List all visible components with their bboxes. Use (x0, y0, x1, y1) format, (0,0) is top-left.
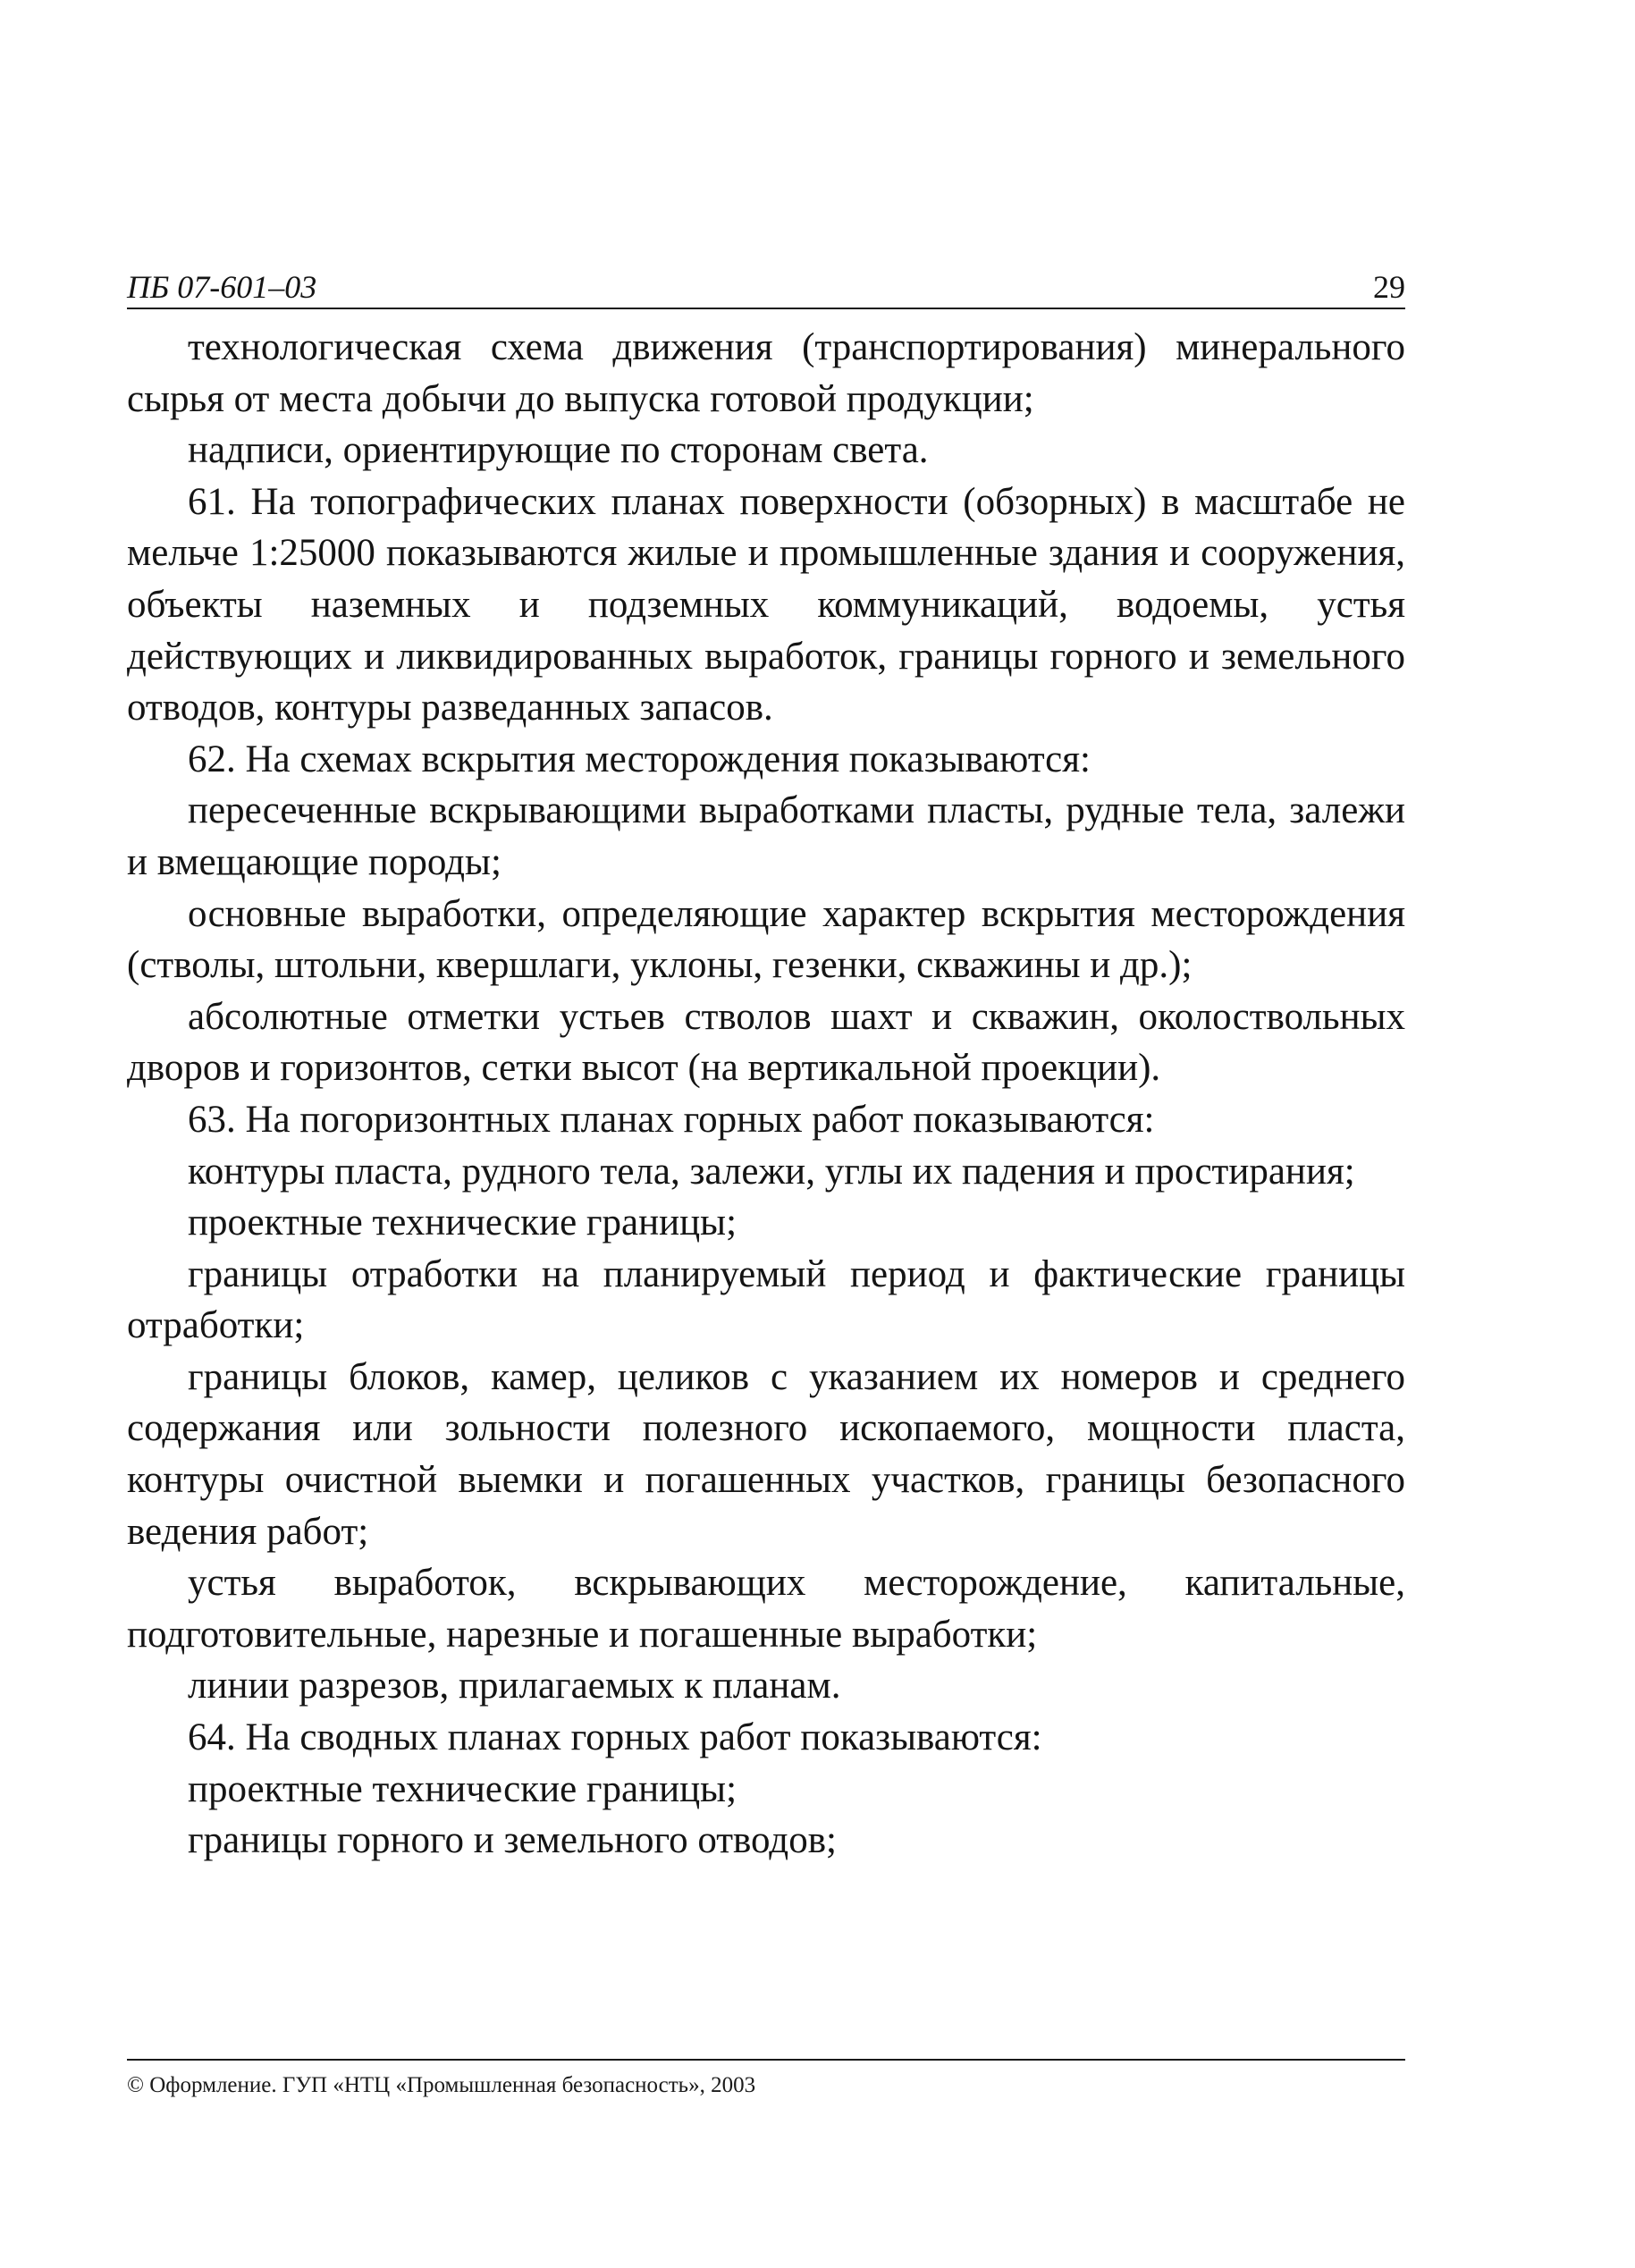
list-item: проектные технические границы; (188, 1767, 737, 1810)
list-item: границы горного и земельного отводов; (188, 1819, 837, 1862)
list-item: границы блоков, камер, целиков с указанием их номеров и среднего содержания или зольности полезного ископаемого, мощности пласта, контуры очистной выемки и погашенных участков, границы безопасного ведения работ; (127, 1355, 1405, 1553)
footer-divider (127, 2059, 1405, 2061)
paragraph: надписи, ориентирующие по сторонам света. (188, 429, 929, 472)
document-body (127, 322, 1405, 1867)
list-item: линии разрезов, прилагаемых к планам. (188, 1665, 841, 1707)
paragraph-64: 64. На сводных планах горных работ показываются: (188, 1716, 1042, 1759)
list-item: устья выработок, вскрывающих месторождение, капитальные, подготовительные, нарезные и погашенные выработки; (127, 1562, 1405, 1656)
list-item: абсолютные отметки устьев стволов шахт и скважин, околоствольных дворов и горизонтов, сетки высот (на вертикальной проекции). (127, 995, 1405, 1090)
list-item: пересеченные вскрывающими выработками пласты, рудные тела, залежи и вмещающие породы; (127, 789, 1405, 883)
paragraph-61: 61. На топографических планах поверхности (обзорных) в масштабе не мельче 1:25000 показываются жилые и промышленные здания и сооружения, объекты наземных и подземных коммуникаций, водоемы, устья действующих и ликвидированных выработок, границы горного и земельного отводов, контуры разведанных запасов. (127, 480, 1405, 729)
paragraph-63: 63. На погоризонтных планах горных работ показываются: (188, 1098, 1155, 1141)
paragraph: технологическая схема движения (транспортирования) минерального сырья от места добычи до выпуска готовой продукции; (127, 326, 1405, 420)
list-item: контуры пласта, рудного тела, залежи, углы их падения и простирания; (188, 1150, 1355, 1193)
list-item: границы отработки на планируемый период и фактические границы отработки; (127, 1252, 1405, 1347)
page-number: 29 (1373, 269, 1405, 305)
list-item: проектные технические границы; (188, 1201, 737, 1244)
page-header (127, 268, 1405, 309)
paragraph-62: 62. На схемах вскрытия месторождения показываются: (188, 738, 1091, 780)
document-code: ПБ 07-601–03 (127, 269, 317, 305)
copyright-footer: © Оформление. ГУП «НТЦ «Промышленная безопасность», 2003 (127, 2073, 756, 2097)
list-item: основные выработки, определяющие характер вскрытия месторождения (стволы, штольни, квершлаги, уклоны, гезенки, скважины и др.); (127, 892, 1405, 987)
